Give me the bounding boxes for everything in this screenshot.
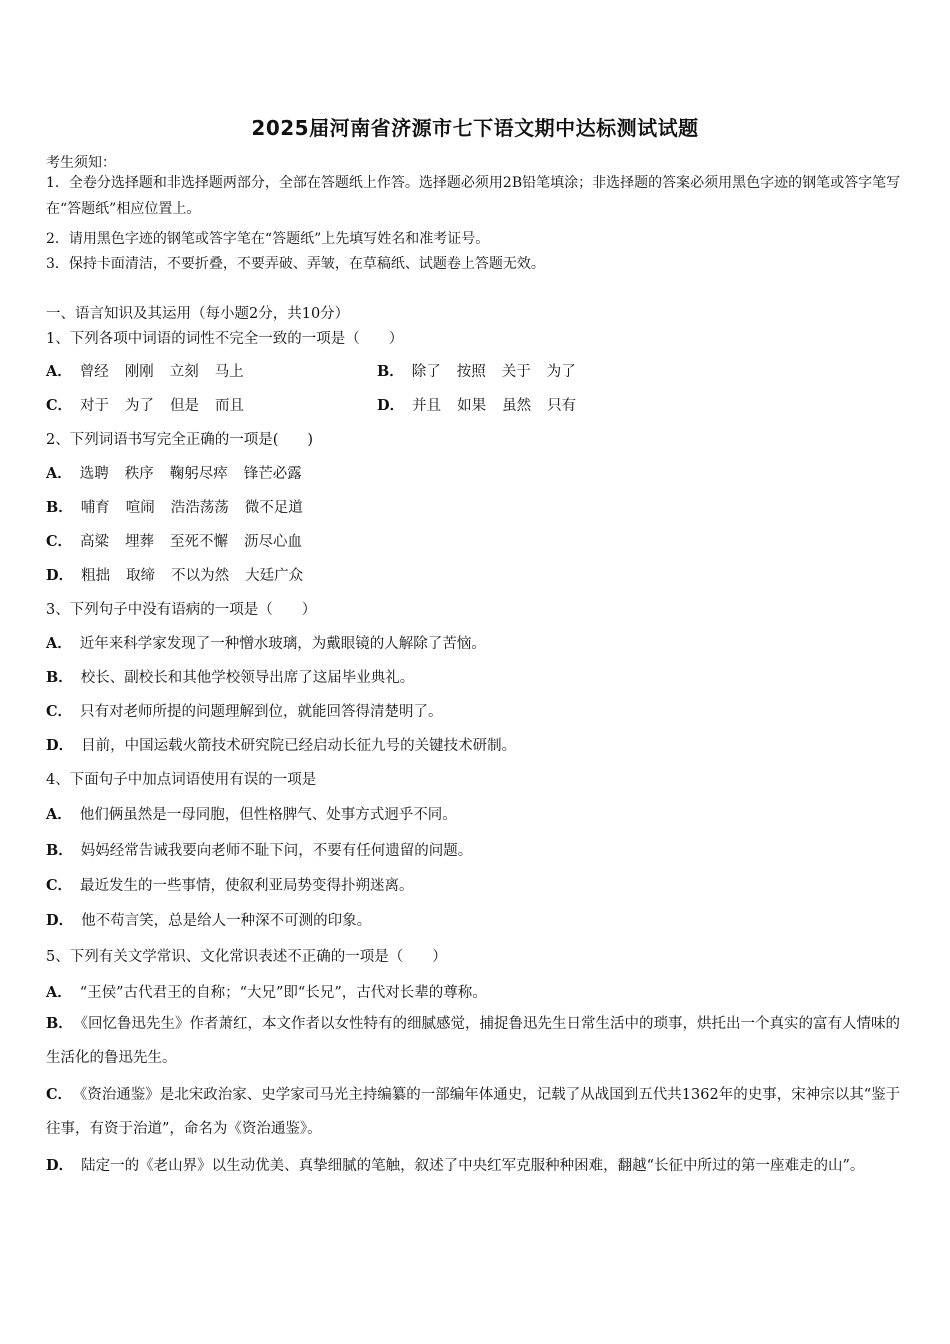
option-word: 刚刚 bbox=[124, 364, 154, 380]
q3-option-c bbox=[46, 700, 443, 721]
q1-option-a bbox=[46, 360, 260, 381]
option-label: B． bbox=[46, 499, 73, 516]
q3-option-b bbox=[46, 666, 414, 687]
option-label: A． bbox=[46, 363, 72, 380]
option-label: B． bbox=[46, 842, 73, 859]
option-word: 而且 bbox=[215, 398, 245, 414]
q4-option-c bbox=[46, 874, 414, 895]
q2-option-a bbox=[46, 462, 318, 483]
option-word: 但是 bbox=[170, 398, 200, 414]
option-word: 虽然 bbox=[502, 398, 532, 414]
option-label: D． bbox=[46, 912, 74, 929]
q5-option-a bbox=[46, 981, 487, 1002]
option-text: 陆定一的《老山界》以生动优美、真挚细腻的笔触，叙述了中央红军克服种种困难，翻越“长征中所过的第一座难走的山”。 bbox=[81, 1158, 865, 1174]
option-word: 为了 bbox=[125, 398, 155, 414]
option-label: C． bbox=[46, 1086, 73, 1103]
option-label: C． bbox=[46, 877, 73, 894]
option-text: 《资治通鉴》是北宋政治家、史学家司马光主持编纂的一部编年体通史，记载了从战国到五代共1362年的史事，宋神宗以其“鉴于往事，有资于治道”，命名为《资治通鉴》。 bbox=[46, 1087, 901, 1137]
option-label: B． bbox=[46, 669, 73, 686]
option-word: 取缔 bbox=[126, 568, 156, 584]
option-word: 关于 bbox=[501, 364, 531, 380]
q4-option-d bbox=[46, 909, 371, 930]
q1-option-c bbox=[46, 394, 260, 415]
option-word: 粗拙 bbox=[81, 568, 111, 584]
q1-option-d bbox=[377, 394, 592, 415]
notice-heading: 考生须知： bbox=[46, 155, 116, 171]
option-label: D． bbox=[46, 737, 74, 754]
option-label: C． bbox=[46, 397, 73, 414]
option-word: 选聘 bbox=[79, 466, 109, 482]
option-word: 曾经 bbox=[79, 364, 109, 380]
option-text: 他不苟言笑，总是给人一种深不可测的印象。 bbox=[81, 913, 372, 929]
option-label: B． bbox=[377, 363, 404, 380]
option-word: 埋葬 bbox=[125, 534, 155, 550]
option-word: 按照 bbox=[456, 364, 486, 380]
notice-item-3: 3．保持卡面清洁，不要折叠，不要弄破、弄皱，在草稿纸、试题卷上答题无效。 bbox=[46, 256, 545, 272]
option-word: 大廷广众 bbox=[245, 568, 304, 584]
option-word: 微不足道 bbox=[244, 500, 303, 516]
q2-option-c bbox=[46, 530, 318, 551]
option-word: 喧闹 bbox=[125, 500, 155, 516]
page-title: 2025届河南省济源市七下语文期中达标测试试题 bbox=[251, 116, 699, 140]
q1-option-b bbox=[377, 360, 592, 381]
option-word: 为了 bbox=[546, 364, 576, 380]
option-word: 秩序 bbox=[124, 466, 154, 482]
option-label: C． bbox=[46, 533, 73, 550]
option-label: A． bbox=[46, 984, 72, 1001]
option-text: 最近发生的一些事情，使叙利亚局势变得扑朔迷离。 bbox=[80, 878, 414, 894]
q3-option-d bbox=[46, 734, 516, 755]
option-word: 哺育 bbox=[80, 500, 110, 516]
question-4-stem: 4、下面句子中加点词语使用有误的一项是 bbox=[46, 772, 317, 788]
q4-option-a bbox=[46, 803, 457, 824]
section-heading: 一、语言知识及其运用（每小题2分，共10分） bbox=[46, 306, 350, 322]
question-2-stem: 2、下列词语书写完全正确的一项是( ) bbox=[46, 432, 314, 448]
option-text: 近年来科学家发现了一种憎水玻璃，为戴眼镜的人解除了苦恼。 bbox=[79, 636, 486, 652]
notice-item-2: 2．请用黑色字迹的钢笔或答字笔在“答题纸”上先填写姓名和准考证号。 bbox=[46, 231, 490, 247]
option-word: 除了 bbox=[411, 364, 441, 380]
option-label: D． bbox=[46, 567, 74, 584]
option-word: 马上 bbox=[214, 364, 244, 380]
question-1-stem: 1、下列各项中词语的词性不完全一致的一项是（ ） bbox=[46, 331, 404, 347]
option-word: 鞠躬尽瘁 bbox=[169, 466, 228, 482]
option-label: A． bbox=[46, 465, 72, 482]
option-text: 他们俩虽然是一母同胞，但性格脾气、处事方式迥乎不同。 bbox=[79, 807, 457, 823]
option-text: 《回忆鲁迅先生》作者萧红，本文作者以女性特有的细腻感觉，捕捉鲁迅先生日常生活中的琐事，烘托出一个真实的富有人情味的生活化的鲁迅先生。 bbox=[46, 1016, 901, 1066]
option-word: 高粱 bbox=[80, 534, 110, 550]
q2-option-b bbox=[46, 496, 319, 517]
option-word: 至死不懈 bbox=[170, 534, 229, 550]
option-word: 对于 bbox=[80, 398, 110, 414]
q2-option-d bbox=[46, 564, 319, 585]
option-word: 只有 bbox=[547, 398, 577, 414]
option-text: “王侯”古代君王的自称；“大兄”即“长兄”，古代对长辈的尊称。 bbox=[79, 985, 487, 1001]
question-5-stem: 5、下列有关文学常识、文化常识表述不正确的一项是（ ） bbox=[46, 949, 447, 965]
option-word: 沥尽心血 bbox=[244, 534, 303, 550]
q3-option-a bbox=[46, 632, 486, 653]
question-3-stem: 3、下列句子中没有语病的一项是（ ） bbox=[46, 602, 317, 618]
q5-option-d bbox=[46, 1149, 906, 1183]
option-word: 不以为然 bbox=[171, 568, 230, 584]
option-text: 目前，中国运载火箭技术研究院已经启动长征九号的关键技术研制。 bbox=[81, 738, 517, 754]
option-text: 校长、副校长和其他学校领导出席了这届毕业典礼。 bbox=[80, 670, 415, 686]
option-word: 浩浩荡荡 bbox=[170, 500, 229, 516]
notice-item-1: 1．全卷分选择题和非选择题两部分，全部在答题纸上作答。选择题必须用2B铅笔填涂；非选择题的答案必须用黑色字迹的钢笔或答字笔写在“答题纸”相应位置上。 bbox=[46, 175, 901, 217]
option-text: 妈妈经常告诫我要向老师不耻下问，不要有任何遗留的问题。 bbox=[80, 843, 473, 859]
option-label: D． bbox=[46, 1157, 74, 1174]
option-text: 只有对老师所提的问题理解到位，就能回答得清楚明了。 bbox=[80, 704, 443, 720]
q5-option-b bbox=[46, 1007, 906, 1075]
option-word: 立刻 bbox=[169, 364, 199, 380]
option-label: A． bbox=[46, 635, 72, 652]
option-label: D． bbox=[377, 397, 405, 414]
option-label: A． bbox=[46, 806, 72, 823]
option-label: B． bbox=[46, 1015, 73, 1032]
option-label: C． bbox=[46, 703, 73, 720]
option-word: 锋芒必露 bbox=[243, 466, 302, 482]
option-word: 如果 bbox=[457, 398, 487, 414]
q5-option-c bbox=[46, 1078, 906, 1146]
option-word: 并且 bbox=[412, 398, 442, 414]
q4-option-b bbox=[46, 839, 472, 860]
